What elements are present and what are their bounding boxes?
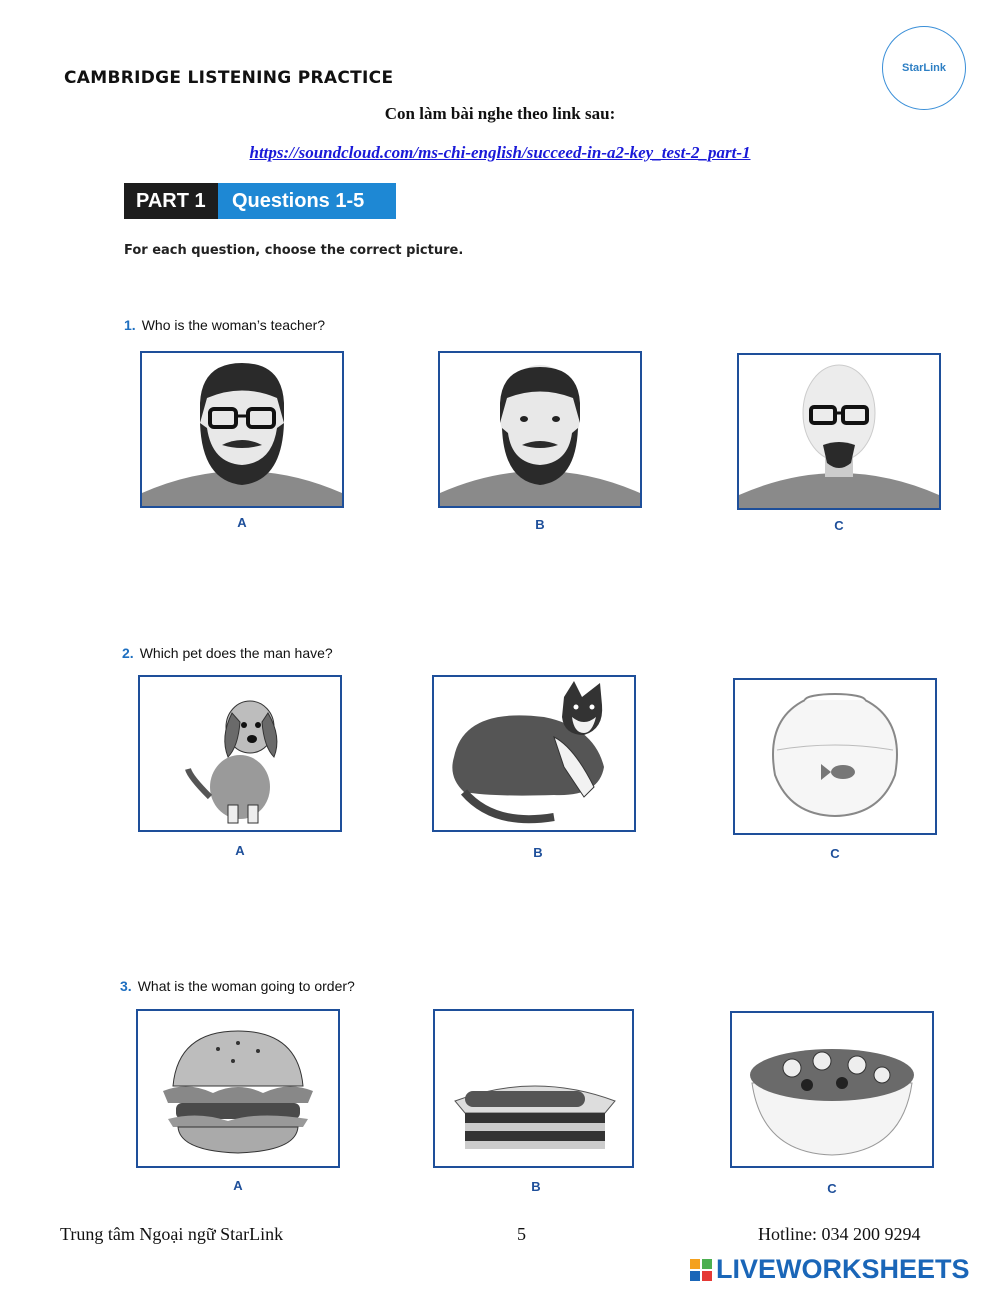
soundcloud-link-wrapper [0,143,1000,163]
page-number: 5 [517,1224,526,1244]
directions-text: For each question, choose the correct picture. [124,243,464,258]
q2-label-b: B [533,845,543,860]
burger-icon [138,1011,338,1166]
q1-label-c: C [834,518,844,533]
questions-range: Questions 1-5 [218,183,396,219]
question-number: 3. [120,978,132,994]
q2-option-b-picture[interactable] [432,675,636,832]
salad-icon [732,1013,932,1166]
soundcloud-link[interactable]: https://soundcloud.com/ms-chi-english/succeed-in-a2-key_test-2_part-1 [249,143,751,162]
q2-label-c: C [830,846,840,861]
q1-option-c-picture[interactable] [737,353,941,510]
q3-option-a-picture[interactable] [136,1009,340,1168]
question-1 [124,317,325,333]
bearded-man-icon [440,353,640,506]
q3-option-b-picture[interactable] [433,1009,634,1168]
bald-man-goatee-glasses-icon [739,355,939,508]
question-3 [120,978,355,994]
part-badge [124,183,396,219]
q3-label-b: B [531,1179,541,1194]
watermark-text: LIVEWORKSHEETS [716,1254,970,1284]
q1-label-b: B [535,517,545,532]
dog-icon [140,677,340,830]
q3-label-a: A [233,1178,243,1193]
q2-label-a: A [235,843,245,858]
question-number: 2. [122,645,134,661]
liveworksheets-watermark [690,1254,970,1285]
cat-icon [434,677,634,830]
q1-option-a-picture[interactable] [140,351,344,508]
liveworksheets-logo-icon [690,1259,712,1281]
goldfish-bowl-icon [735,680,935,833]
q3-option-c-picture[interactable] [730,1011,934,1168]
question-2 [122,645,333,661]
logo-text: StarLink [901,62,946,74]
q2-option-a-picture[interactable] [138,675,342,832]
footer-hotline: Hotline: 034 200 9294 [758,1224,921,1244]
question-text: What is the woman going to order? [137,978,355,994]
starlink-logo [882,26,966,110]
question-text: Which pet does the man have? [139,645,333,661]
footer-center-name: Trung tâm Ngoại ngữ StarLink [60,1224,284,1244]
hotdog-fries-icon [435,1011,632,1166]
q2-option-c-picture[interactable] [733,678,937,835]
listening-instruction: Con làm bài nghe theo link sau: [384,104,616,123]
q1-label-a: A [237,515,247,530]
bearded-man-glasses-icon [142,353,342,506]
part-label: PART 1 [124,183,218,219]
q3-label-c: C [827,1181,837,1196]
question-text: Who is the woman’s teacher? [141,317,326,333]
question-number: 1. [124,317,136,333]
q1-option-b-picture[interactable] [438,351,642,508]
page-header-title: CAMBRIDGE LISTENING PRACTICE [64,68,394,88]
